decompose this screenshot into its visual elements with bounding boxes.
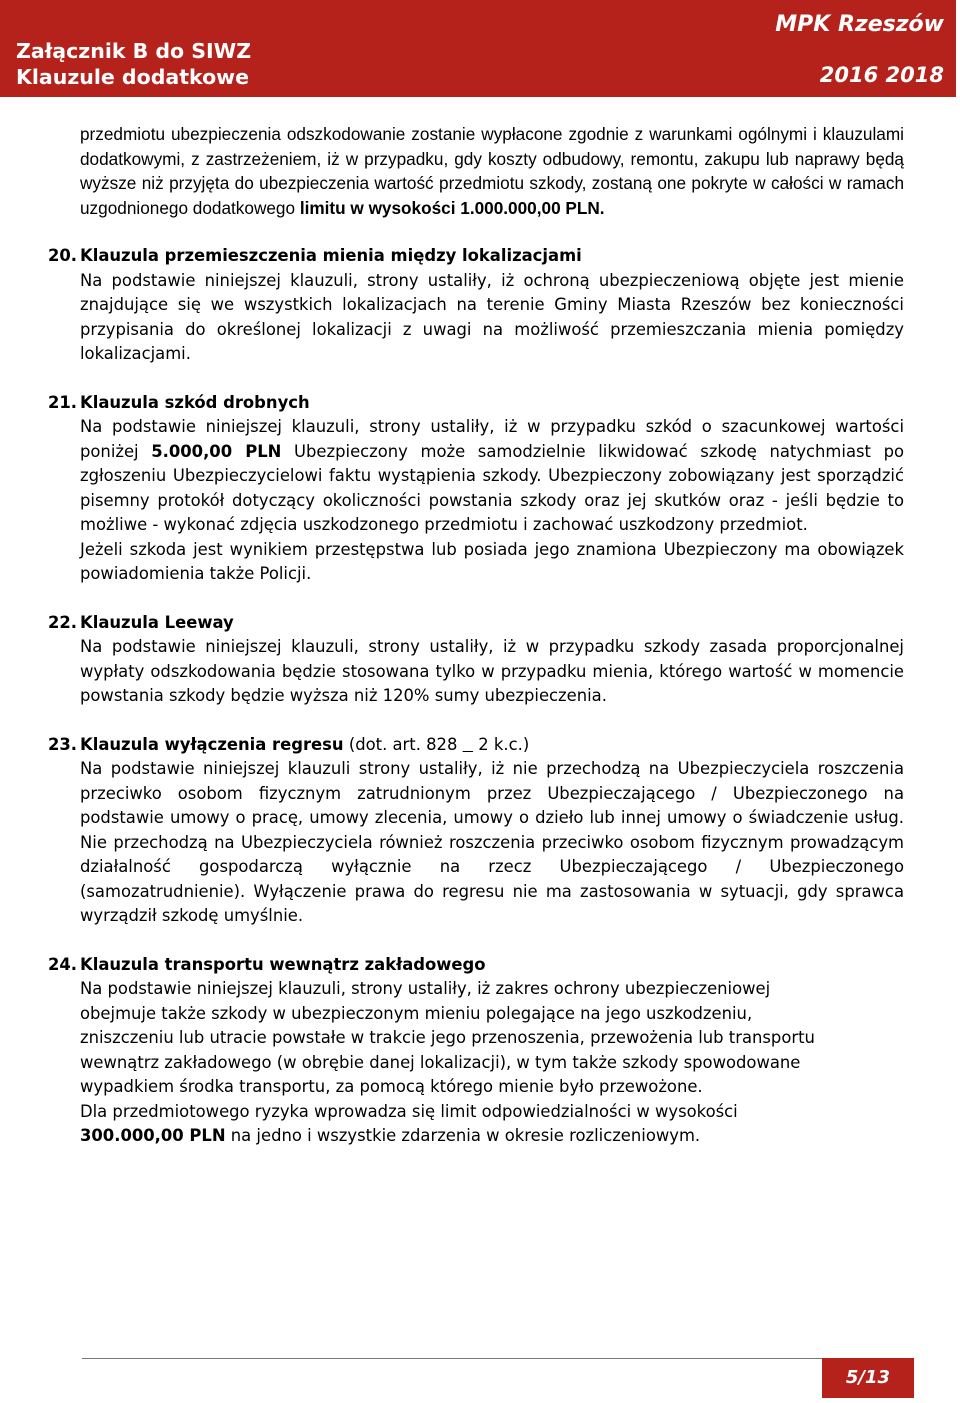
clause-title-text: Klauzula wyłączenia regresu [80,734,344,754]
clause-24 [48,953,904,1149]
clause-body-extra: Jeżeli szkoda jest wynikiem przestępstwa lub posiada jego znamiona Ubezpieczony ma obowiązek powiadomienia także Policji. [80,539,904,583]
clause-body [80,415,904,538]
clause-title: Klauzula Leeway [80,612,234,632]
document-body [48,122,904,1149]
clause-body: Na podstawie niniejszej klauzuli, strony ustaliły, iż ochroną ubezpieczeniową objęte jest mienie znajdujące się we wszystkich lokalizacjach na terenie Gminy Miasta Rzeszów bez konieczności przypisania do określonej lokalizacji z uwagi na możliwość przemieszczania mienia pomiędzy lokalizacjami. [80,270,904,363]
clause-number: 20. [48,246,78,265]
clause-body-text: Na podstawie niniejszej klauzuli, strony ustaliły, iż w przypadku szkód o szacunkowej wartości poniżej [80,417,904,461]
intro-paragraph [80,122,904,220]
clause-title: Klauzula przemieszczenia mienia między lokalizacjami [80,246,582,265]
page-header [0,0,956,97]
header-brand: MPK Rzeszów [775,12,944,37]
clause-title-ref: (dot. art. 828 [343,734,463,754]
clause-body [80,977,904,1149]
clause-title: Klauzula szkód drobnych [80,392,310,412]
clause-title-ref2: 2 k.c.) [473,734,530,754]
clause-title [80,733,904,758]
page-number: 5/13 [822,1358,914,1398]
header-title [16,38,251,90]
clause-body: Na podstawie niniejszej klauzuli strony ustaliły, iż nie przechodzą na Ubezpieczyciela roszczenia przeciwko osobom fizycznym zatrudnionym przez Ubezpieczającego / Ubezpieczonego na podstawie umowy o pracę, umowy zlecenia, umowy o dzieło lub innej umowy o świadczenie usług. Nie przechodzą na Ubezpieczyciela również roszczenia przeciwko osobom fizycznym prowadzącym działalność gospodarczą wyłącznie na rzecz Ubezpieczającego / Ubezpieczonego (samozatrudnienie). Wyłączenie prawa do regresu nie ma zastosowania w sytuacji, gdy sprawca wyrządził szkodę umyślnie. [80,759,904,925]
clause-limit: 5.000,00 PLN [151,441,282,461]
clause-title: Klauzula transportu wewnątrz zakładowego [80,954,486,974]
clause-line: wewnątrz zakładowego (w obrębie danej lokalizacji), w tym także szkody spowodowane [80,1052,801,1072]
clause-body-text: na jedno i wszystkie zdarzenia w okresie rozliczeniowym. [225,1126,701,1145]
clause-line: Na podstawie niniejszej klauzuli, strony ustaliły, iż zakres ochrony ubezpieczeniowej [80,979,771,998]
clause-22 [48,611,904,709]
clause-23 [48,733,904,929]
clause-number: 23. [48,734,78,754]
paragraph-sign-icon [463,735,473,754]
intro-text: przedmiotu ubezpieczenia odszkodowanie zostanie wypłacone zgodnie z warunkami ogólnymi i klauzulami dodatkowymi, z zastrzeżeniem, iż w przypadku, gdy koszty odbudowy, remontu, zakupu lub naprawy będą wyższe niż przyjęta do ubezpieczenia wartość przedmiotu szkody, zostaną one pokryte w całości w ramach uzgodnionego dodatkowego [80,124,904,218]
clause-line: wypadkiem środka transportu, za pomocą którego mienie było przewożone. [80,1077,703,1096]
header-brand-block [775,10,944,87]
clause-line: Dla przedmiotowego ryzyka wprowadza się limit odpowiedzialności w wysokości [80,1101,738,1121]
intro-limit: limitu w wysokości 1.000.000,00 PLN. [299,197,605,218]
clause-21 [48,391,904,587]
clause-number: 22. [48,612,78,632]
clause-line: obejmuje także szkody w ubezpieczonym mieniu polegające na jego uszkodzeniu, [80,1003,753,1023]
clause-number: 21. [48,392,78,412]
clause-line: zniszczeniu lub utracie powstałe w trakcie jego przenoszenia, przewożenia lub transportu [80,1028,815,1047]
footer-divider [82,1358,914,1359]
header-years: 2016 2018 [819,63,944,87]
clause-line [80,1124,904,1149]
header-title-line2: Klauzule dodatkowe [16,65,250,89]
header-title-line1: Załącznik B do SIWZ [16,39,252,63]
clause-number: 24. [48,954,78,974]
clause-body-text: Ubezpieczony może samodzielnie likwidować szkodę natychmiast po zgłoszeniu Ubezpieczycielowi faktu wystąpienia szkody. Ubezpieczony zobowiązany jest sporządzić pisemny protokół dotyczący okoliczności powstania szkody oraz jej skutków oraz - jeśli będzie to możliwe - wykonać zdjęcia uszkodzonego przedmiotu i zachować uszkodzony przedmiot. [80,441,904,534]
clause-body: Na podstawie niniejszej klauzuli, strony ustaliły, iż w przypadku szkody zasada proporcjonalnej wypłaty odszkodowania będzie stosowana tylko w przypadku mienia, którego wartość w momencie powstania szkody będzie wyższa niż 120% sumy ubezpieczenia. [80,637,904,705]
clause-limit: 300.000,00 PLN [80,1126,226,1145]
clause-20 [48,244,904,367]
